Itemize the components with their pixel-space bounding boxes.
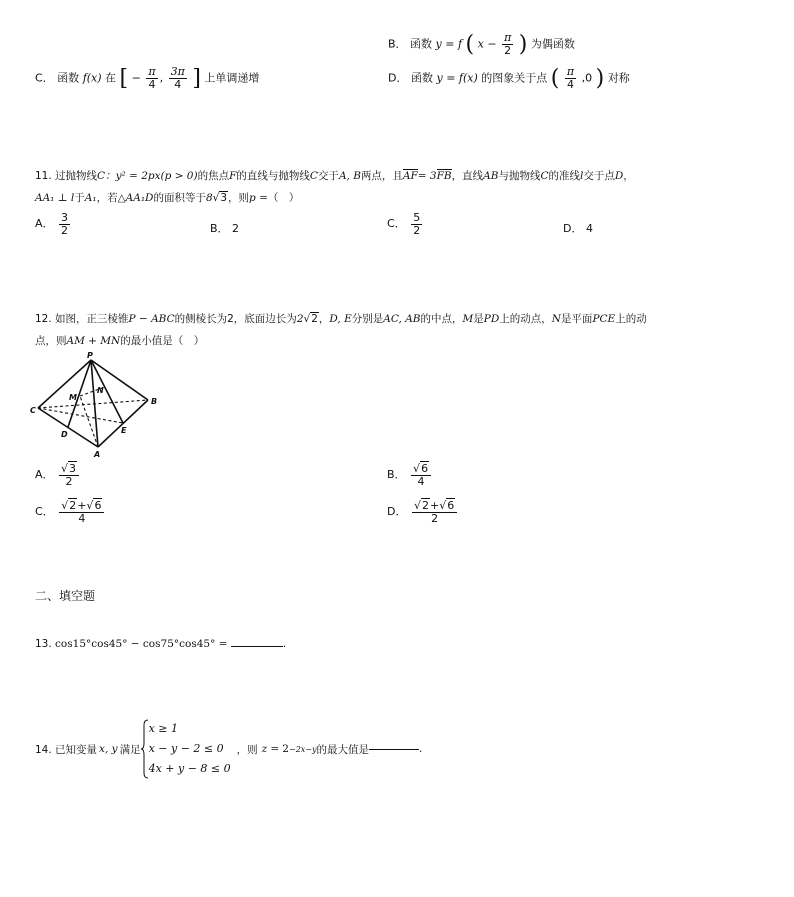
q12-pyramid: P − ABC	[128, 313, 175, 325]
edge-ca	[38, 408, 98, 447]
q12-var-de: D, E	[329, 313, 352, 325]
q11-var-l: l	[580, 170, 584, 182]
q10-c-minus: −	[131, 71, 141, 85]
label-e: E	[121, 426, 127, 435]
edge-ab	[98, 400, 148, 447]
q11-var-a1: A₁	[84, 192, 97, 204]
q12-text: ，	[318, 313, 330, 325]
q12-sqrt-sign: √	[303, 313, 311, 325]
q11-var-d: D	[614, 170, 624, 182]
q12-c-frac	[59, 500, 104, 524]
q11-var-c: C	[309, 170, 318, 182]
q12-two: 2	[296, 313, 304, 325]
q12-c-n2: 6	[94, 499, 102, 512]
sqrt-sign: √	[86, 499, 94, 512]
q12-c-n1: 2	[69, 499, 77, 512]
q12-text: 的中点，	[420, 313, 463, 325]
q11-var-ab: A, B	[338, 170, 361, 182]
q10-b-x-minus: x −	[477, 37, 497, 51]
q12-d-plus: +	[430, 499, 440, 512]
q12-option-c	[35, 500, 106, 524]
label-p: P	[87, 351, 93, 360]
q12-text: 的最小值是（ ）	[120, 335, 205, 347]
q12-b-num: 6	[421, 462, 429, 475]
q12-a-frac	[59, 463, 79, 487]
q14-base: 2	[282, 743, 289, 755]
q11-paren: （ ）	[267, 192, 300, 204]
q14-system	[141, 719, 231, 779]
q10-c-lbracket: [	[119, 66, 129, 91]
q10-d-y-eq-f: y = f(x)	[436, 71, 478, 85]
q11-option-b	[210, 220, 239, 236]
sqrt-sign: √	[61, 499, 69, 512]
q10-b-text2: 为偶函数	[530, 37, 575, 51]
q11-option-a	[35, 212, 72, 236]
q11-text: 于	[74, 192, 85, 204]
q11-a-frac	[59, 212, 70, 236]
q11-vector-fb: FB	[436, 170, 452, 182]
q10-option-d	[388, 66, 630, 91]
q10-b-rparen: )	[518, 32, 528, 57]
q12-text: 上的动点，	[499, 313, 552, 325]
q12-b-frac	[411, 463, 431, 487]
q12-text: 分别是	[351, 313, 384, 325]
q12-sqrt2: 2	[311, 313, 318, 325]
q10-b-label: B．	[388, 37, 407, 51]
q10-d-frac	[565, 66, 576, 90]
q12-d-n2: 6	[447, 499, 455, 512]
q12-d-n1: 2	[422, 499, 429, 512]
section-title: 二、填空题	[35, 589, 96, 603]
label-a: A	[94, 450, 101, 459]
q11-text: 11. 过抛物线	[35, 170, 98, 182]
sqrt-sign: √	[413, 462, 421, 475]
q10-b-text1: 函数	[410, 37, 433, 51]
q11-var-f: F	[229, 170, 237, 182]
q12-b-label: B．	[387, 468, 406, 482]
label-b: B	[151, 397, 158, 406]
q11-text: ，则	[228, 192, 250, 204]
q12-d-label: D．	[387, 505, 407, 519]
q13-expr: cos15°cos45° − cos75°cos45° =	[55, 638, 228, 650]
q10-b-lparen: (	[465, 32, 475, 57]
q11-a-den: 2	[61, 223, 69, 237]
q12-am-mn: AM + MN	[66, 335, 121, 347]
q14-z: z =	[261, 743, 280, 755]
q11-text: 的焦点	[197, 170, 230, 182]
q10-d-pi: π	[566, 65, 575, 79]
q10-c-four2: 4	[174, 78, 182, 91]
q10-option-b	[388, 32, 575, 57]
q10-c-text2: 在	[105, 71, 117, 85]
q14-constraint-3: 4x + y − 8 ≤ 0	[148, 762, 231, 775]
q12-a-den: 2	[65, 474, 73, 488]
q12-a-num: 3	[69, 462, 77, 475]
q12-var-n: N	[551, 313, 561, 325]
q13-end: .	[282, 638, 287, 650]
q11-option-d	[563, 220, 593, 236]
q10-c-fx: f(x)	[82, 71, 102, 85]
q11-b-val: 2	[232, 222, 240, 235]
sqrt-sign: √	[439, 499, 447, 512]
q12-c-label: C．	[35, 505, 54, 519]
sqrt-sign: √	[413, 499, 421, 512]
q11-sqrt-sign: √	[212, 192, 220, 204]
brace-icon	[141, 719, 149, 779]
q11-a-num: 3	[61, 211, 69, 224]
q10-c-three-pi: 3π	[170, 65, 185, 79]
q11-text: 与抛物线	[498, 170, 541, 182]
q11-c-den: 2	[413, 223, 421, 237]
q12-option-a	[35, 463, 81, 487]
q11-text: 交于点	[583, 170, 615, 182]
q11-eq: = 3	[417, 170, 437, 182]
q10-d-four: 4	[566, 78, 574, 91]
q11-line2	[35, 190, 299, 205]
q11-perp: AA₁ ⊥ l	[35, 192, 75, 204]
q12-line1	[35, 311, 647, 326]
q11-option-c	[387, 212, 424, 236]
q14-answer-blank[interactable]	[369, 749, 419, 750]
q11-b-label: B．	[210, 222, 229, 235]
q11-text: 交于	[317, 170, 339, 182]
q10-c-label: C．	[35, 71, 54, 85]
q12-line2	[35, 333, 204, 348]
q10-c-text1: 函数	[57, 71, 80, 85]
q12-text: 是	[473, 313, 484, 325]
q10-d-zero: ,0	[581, 71, 593, 85]
q10-d-lparen: (	[550, 66, 560, 91]
q12-option-d	[387, 500, 459, 524]
q14	[35, 719, 422, 779]
q12-var-acab: AC, AB	[383, 313, 421, 325]
q10-b-frac	[502, 32, 513, 56]
q14-end: .	[419, 743, 423, 755]
label-m: M	[69, 393, 77, 402]
q10-c-frac1	[146, 66, 157, 90]
q11-d-val: 4	[585, 222, 593, 235]
q14-text1: 满足	[119, 743, 141, 756]
q12-b-den: 4	[417, 474, 425, 488]
q10-c-four1: 4	[148, 78, 156, 91]
q10-b-pi: π	[504, 31, 512, 45]
q11-text: ，若△	[96, 192, 126, 204]
q13-label: 13.	[35, 638, 52, 650]
q11-sqrt3: 3	[220, 192, 228, 204]
sqrt-sign: √	[61, 462, 69, 475]
q10-b-y-eq-f: y = f	[435, 37, 463, 51]
q10-c-rbracket: ]	[192, 66, 201, 91]
q12-text: 12. 如图，正三棱锥	[35, 313, 129, 325]
q11-text: ，	[623, 170, 634, 182]
q11-d-label: D．	[563, 222, 583, 235]
q12-c-plus: +	[77, 499, 87, 512]
q11-triangle: AA₁D	[125, 192, 154, 204]
edge-cb-hidden	[38, 400, 148, 408]
q10-c-pi: π	[148, 65, 156, 79]
q12-c-den: 4	[78, 511, 86, 525]
q10-d-rparen: )	[595, 66, 605, 91]
q10-d-text1: 函数	[410, 71, 433, 85]
q11-text: ，直线	[451, 170, 484, 182]
q11-var-ab: AB	[483, 170, 499, 182]
q11-c-frac	[411, 212, 422, 236]
q13-answer-blank[interactable]	[231, 646, 283, 647]
q11-p: p =	[249, 192, 268, 204]
q11-text: 两点，且	[360, 170, 403, 182]
label-c: C	[30, 406, 36, 415]
q11-line1	[35, 168, 634, 183]
q10-c-frac2	[169, 66, 187, 90]
q10-d-label: D．	[388, 71, 408, 85]
q12-var-pd: PD	[483, 313, 500, 325]
q11-text: 的面积等于	[153, 192, 206, 204]
q14-exp: −2x−y	[288, 744, 317, 754]
q10-b-two: 2	[504, 44, 512, 57]
q12-a-label: A．	[35, 468, 54, 482]
q11-c-label: C．	[387, 217, 406, 231]
q12-var-pce: PCE	[592, 313, 616, 325]
q14-label: 14. 已知变量	[35, 743, 98, 756]
q12-text: 的侧棱长为2，底面边长为	[174, 313, 297, 325]
q10-d-text2: 的图象关于点	[481, 71, 548, 85]
q11-text: 的直线与抛物线	[236, 170, 310, 182]
q10-d-text3: 对称	[607, 71, 630, 85]
label-n: N	[97, 386, 104, 395]
q12-text: 上的动	[615, 313, 647, 325]
q12-d-frac	[412, 500, 457, 524]
q12-var-m: M	[462, 313, 474, 325]
q14-constraint-1: x ≥ 1	[148, 722, 178, 735]
q11-eight: 8	[205, 192, 213, 204]
q11-vector-af: AF	[402, 170, 418, 182]
label-d: D	[61, 430, 68, 439]
q13	[35, 638, 286, 650]
q11-text: 的准线	[548, 170, 580, 182]
q11-parabola-eq: C：y² = 2px(p > 0)	[97, 170, 198, 182]
q11-var-c: C	[540, 170, 549, 182]
q10-c-text3: 上单调递增	[204, 71, 260, 85]
q12-option-b	[387, 463, 433, 487]
q14-text2: ，则	[236, 743, 258, 756]
q14-constraint-2: x − y − 2 ≤ 0	[148, 742, 224, 755]
q10-option-c: C． 函数 f(x) 在 [ − $\frac{\pi}{4}$ , $\frac{3\pi}{4}$ ] 上单调递增	[35, 65, 260, 91]
q12-text: 是平面	[560, 313, 593, 325]
q12-pyramid-figure	[30, 350, 165, 460]
q11-c-num: 5	[413, 211, 421, 224]
q14-xy: x, y	[99, 743, 118, 755]
q12-text: 点，则	[35, 335, 67, 347]
q14-text3: 的最大值是	[316, 743, 370, 756]
q11-a-label: A．	[35, 217, 54, 231]
q12-d-den: 2	[431, 511, 439, 525]
